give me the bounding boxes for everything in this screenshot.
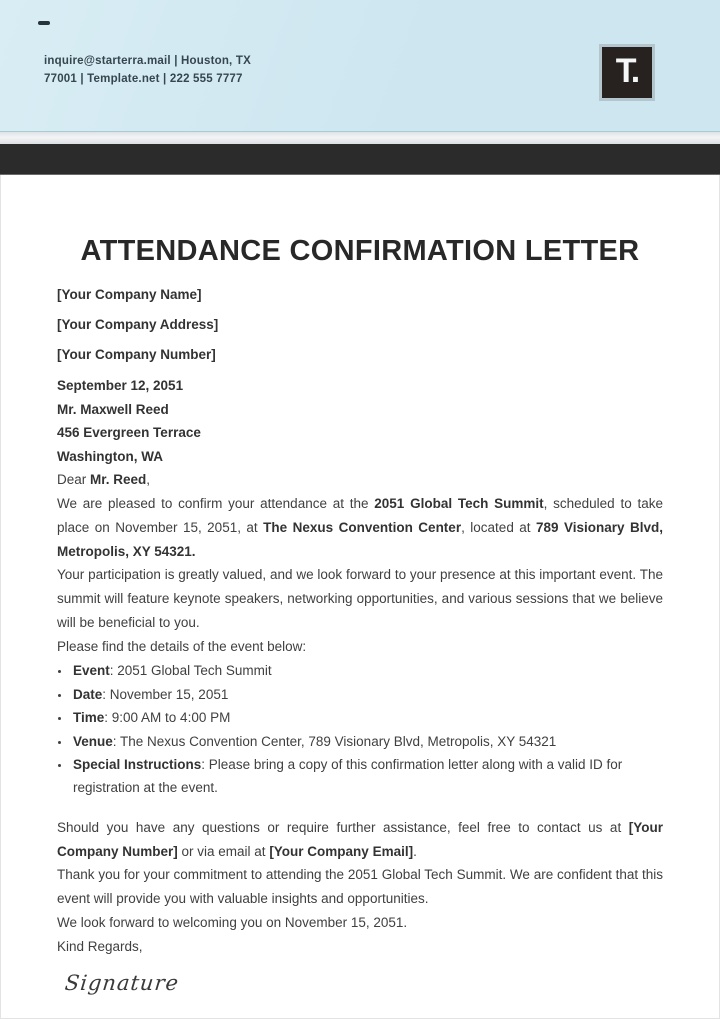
- divider-strip: [0, 132, 720, 144]
- welcome-line: We look forward to welcoming you on November 15, 2051.: [57, 914, 408, 930]
- dark-accent-bar: [0, 144, 720, 175]
- detail-date: • Date: November 15, 2051: [71, 683, 663, 706]
- letter-title: ATTENDANCE CONFIRMATION LETTER: [80, 235, 640, 267]
- detail-venue: • Venue: The Nexus Convention Center, 789 Visionary Blvd, Metropolis, XY 54321: [71, 730, 663, 753]
- details-intro: Please find the details of the event below:: [57, 638, 307, 654]
- logo-t-icon: T.: [615, 51, 639, 90]
- company-address-placeholder: [Your Company Address]: [57, 317, 219, 332]
- detail-event: • Event: 2051 Global Tech Summit: [71, 659, 663, 682]
- thanks-paragraph: Thank you for your commitment to attending the 2051 Global Tech Summit. We are confident that this event will provide you with valuable insights and opportunities.: [57, 867, 663, 907]
- salutation: Dear Mr. Reed,: [57, 472, 151, 488]
- detail-time: • Time: 9:00 AM to 4:00 PM: [71, 706, 663, 729]
- contact-line-2: 77001 | Template.net | 222 555 7777: [44, 73, 243, 85]
- dash-decoration: [38, 21, 50, 25]
- recipient-block: [57, 374, 663, 492]
- detail-special-instructions: • Special Instructions: Please bring a copy of this confirmation letter along with a valid ID for registration at the event.: [71, 753, 663, 800]
- header-band: [0, 0, 720, 132]
- letter-date: September 12, 2051: [57, 378, 184, 393]
- signature-script: Signature: [63, 971, 181, 996]
- brand-logo: [599, 44, 655, 101]
- intro-paragraph: We are pleased to confirm your attendance at the 2051 Global Tech Summit, scheduled to take place on November 15, 2051, at The Nexus Convention Center, located at 789 Visionary Blvd, Metropolis, XY 54321.: [57, 495, 664, 559]
- contact-paragraph: Should you have any questions or require further assistance, feel free to contact us at [Your Company Number] or via email at [Your Company Email].: [57, 819, 663, 859]
- recipient-street: 456 Evergreen Terrace: [57, 425, 201, 441]
- recipient-name: Mr. Maxwell Reed: [57, 401, 169, 417]
- letter-body: [57, 173, 663, 995]
- company-number-placeholder: [Your Company Number]: [57, 347, 216, 362]
- contact-line-1: inquire@starterra.mail | Houston, TX: [44, 55, 251, 67]
- event-details-list: [57, 659, 663, 799]
- value-paragraph: Your participation is greatly valued, and we look forward to your presence at this important event. The summit will feature keynote speakers, networking opportunities, and various sessions that we believe will be beneficial to you.: [57, 567, 663, 630]
- recipient-city: Washington, WA: [57, 448, 163, 464]
- company-name-placeholder: [Your Company Name]: [57, 287, 202, 302]
- contact-info: [44, 52, 251, 88]
- signoff: Kind Regards,: [57, 938, 143, 954]
